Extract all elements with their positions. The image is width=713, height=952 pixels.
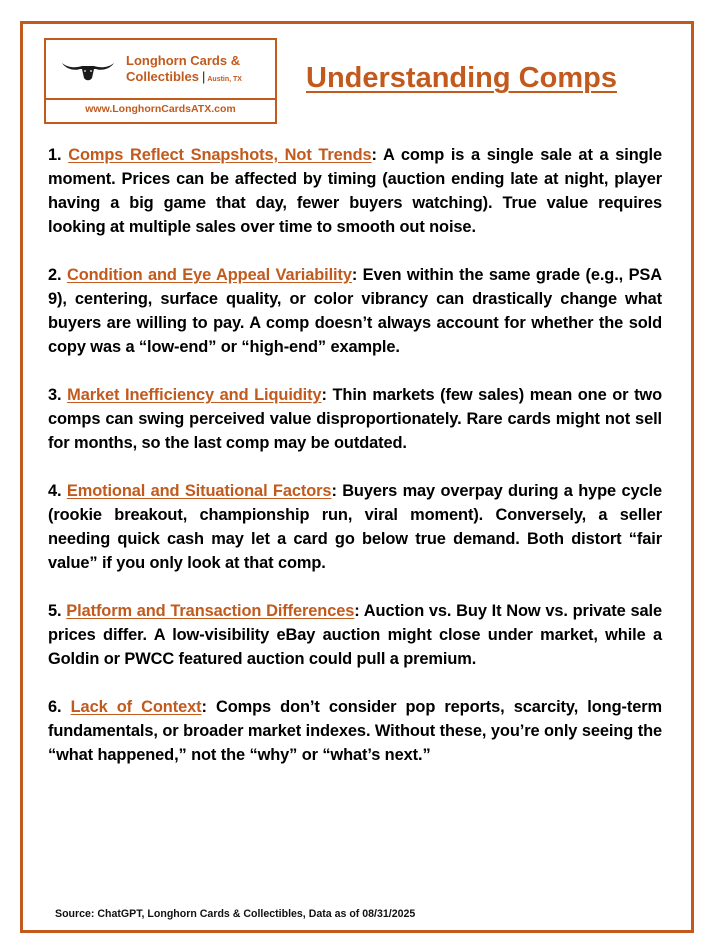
item-body: : Thin markets (few sales) mean one or two comps can swing perceived value disproportionately. Rare cards might not sell for months, so the last comp may be outdated.	[48, 386, 662, 452]
list-item	[48, 599, 662, 671]
item-body: : Buyers may overpay during a hype cycle (rookie breakout, championship run, viral moment). Conversely, a seller needing quick cash may let a card go below true demand. Both distort “fair value” if you only look at that comp.	[48, 482, 662, 572]
list-item	[48, 695, 662, 767]
item-number: 4.	[48, 482, 62, 500]
logo-city: Austin, TX	[207, 76, 242, 83]
list-item	[48, 263, 662, 359]
longhorn-steer-icon	[60, 56, 116, 82]
item-heading: Comps Reflect Snapshots, Not Trends	[68, 146, 372, 164]
logo-divider	[46, 98, 275, 100]
logo-url[interactable]: www.LonghornCardsATX.com	[85, 103, 236, 115]
item-heading: Platform and Transaction Differences	[66, 602, 355, 620]
logo[interactable]	[44, 38, 277, 124]
item-heading: Condition and Eye Appeal Variability	[66, 266, 352, 284]
item-heading: Lack of Context	[70, 698, 202, 716]
logo-name	[126, 53, 242, 88]
item-heading: Emotional and Situational Factors	[66, 482, 332, 500]
logo-separator: |	[201, 69, 206, 84]
item-number: 5.	[48, 602, 62, 620]
item-body: : Even within the same grade (e.g., PSA 9), centering, surface quality, or color vibrancy can drastically change what buyers are willing to pay. A comp doesn’t always account for whether the sold copy was a “low-end” or “high-end” example.	[48, 266, 662, 356]
logo-name-line2: Collectibles	[126, 69, 199, 84]
item-number: 6.	[48, 698, 62, 716]
item-body: : A comp is a single sale at a single moment. Prices can be affected by timing (auction ending late at night, player having a big game that day, fewer buyers watching). True value requires looking at multiple sales over time to smooth out noise.	[48, 146, 662, 236]
item-number: 3.	[48, 386, 62, 404]
page-title: Understanding Comps	[306, 62, 617, 94]
list-item	[48, 143, 662, 239]
list-item	[48, 383, 662, 455]
item-body: : Auction vs. Buy It Now vs. private sale prices differ. A low-visibility eBay auction might close under market, while a Goldin or PWCC featured auction could pull a premium.	[48, 602, 662, 668]
comps-list	[48, 143, 662, 791]
list-item	[48, 479, 662, 575]
logo-header	[46, 40, 275, 96]
item-body: : Comps don’t consider pop reports, scarcity, long-term fundamentals, or broader market indexes. Without these, you’re only seeing the “what happened,” not the “why” or “what’s next.”	[48, 698, 662, 764]
logo-name-line1: Longhorn Cards &	[126, 53, 241, 68]
item-number: 2.	[48, 266, 62, 284]
item-heading: Market Inefficiency and Liquidity	[67, 386, 322, 404]
source-note: Source: ChatGPT, Longhorn Cards & Collectibles, Data as of 08/31/2025	[55, 908, 416, 920]
item-number: 1.	[48, 146, 62, 164]
